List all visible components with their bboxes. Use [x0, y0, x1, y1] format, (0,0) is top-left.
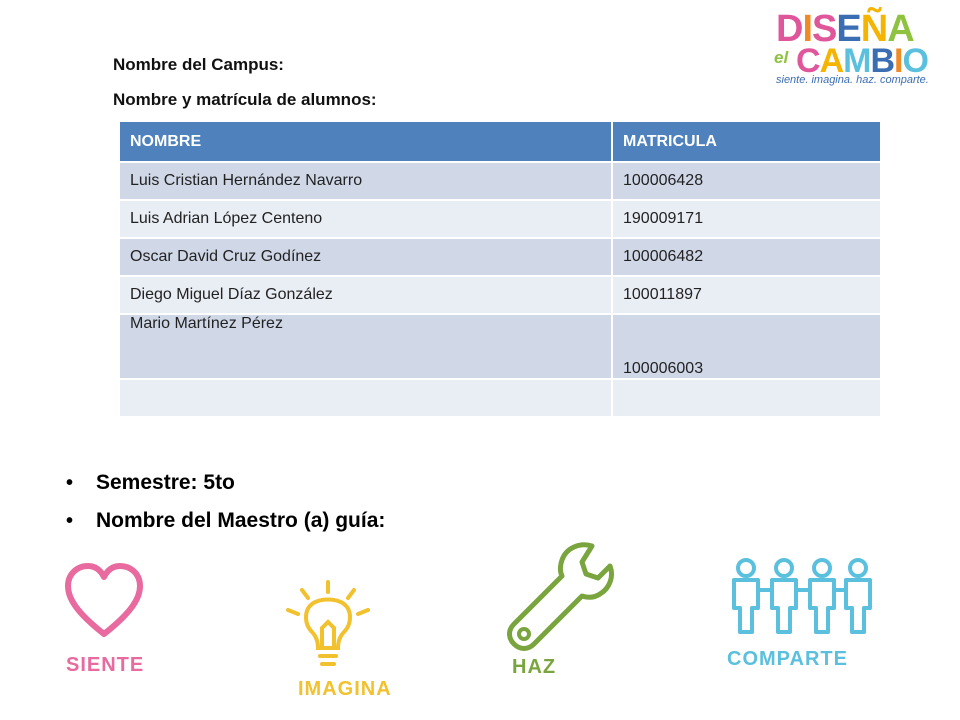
cell-matricula: 190009171: [612, 200, 881, 238]
table-header-row: [119, 121, 881, 162]
siente-label: SIENTE: [66, 654, 145, 676]
cell-nombre: [119, 379, 612, 417]
cell-matricula: 100011897: [612, 276, 881, 314]
cell-nombre: Diego Miguel Díaz González: [119, 276, 612, 314]
cell-matricula: 100006428: [612, 162, 881, 200]
cell-matricula: [612, 379, 881, 417]
bullet-symbol: •: [66, 510, 74, 532]
cell-matricula: 100006003: [612, 314, 881, 379]
maestro-bullet: [66, 509, 385, 533]
cell-nombre: Luis Adrian López Centeno: [119, 200, 612, 238]
table-row: [119, 276, 881, 314]
heart-icon: [64, 562, 144, 642]
column-header-matricula: MATRICULA: [612, 121, 881, 162]
cell-nombre: Oscar David Cruz Godínez: [119, 238, 612, 276]
people-holding-hands-icon: [724, 556, 874, 638]
wrench-icon: [500, 540, 618, 652]
logo-line1: DISEÑA: [776, 8, 914, 50]
table-row: [119, 162, 881, 200]
maestro-text: Nombre del Maestro (a) guía:: [96, 509, 386, 532]
table-row: [119, 379, 881, 417]
logo-line2: CAMBIO: [796, 42, 928, 80]
semestre-bullet: [66, 471, 235, 495]
bullet-symbol: •: [66, 472, 74, 494]
table-row: [119, 238, 881, 276]
cell-matricula: 100006482: [612, 238, 881, 276]
haz-label: HAZ: [512, 656, 557, 678]
comparte-label: COMPARTE: [727, 648, 848, 670]
logo-el: el: [774, 48, 789, 67]
imagina-label: IMAGINA: [298, 678, 392, 700]
column-header-nombre: NOMBRE: [119, 121, 612, 162]
students-label: Nombre y matrícula de alumnos:: [113, 90, 377, 109]
logo-tagline: siente. imagina. haz. comparte.: [776, 74, 929, 86]
cell-nombre: Mario Martínez Pérez: [119, 314, 612, 379]
students-table: [118, 120, 882, 418]
campus-label: Nombre del Campus:: [113, 55, 284, 74]
cell-nombre: Luis Cristian Hernández Navarro: [119, 162, 612, 200]
lightbulb-icon: [282, 580, 374, 676]
semestre-text: Semestre: 5to: [96, 471, 235, 494]
table-row: [119, 200, 881, 238]
disena-el-cambio-logo: [772, 8, 952, 90]
table-row: [119, 314, 881, 379]
